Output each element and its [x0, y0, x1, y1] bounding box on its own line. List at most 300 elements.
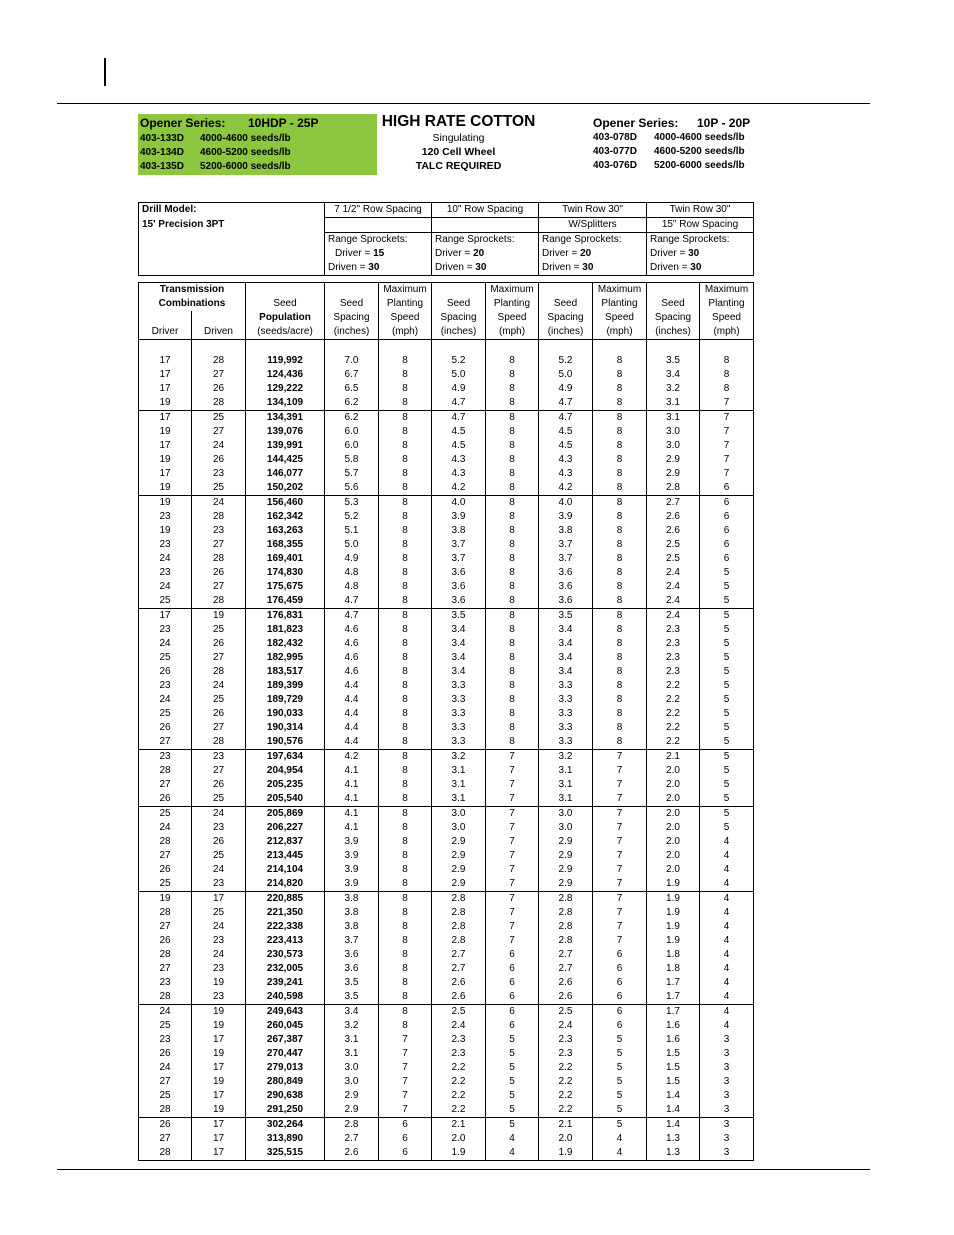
table-cell: 26	[139, 792, 192, 807]
table-row	[139, 609, 754, 624]
table-cell: 7	[379, 1033, 432, 1047]
table-row	[139, 354, 754, 368]
table-cell: 24	[139, 821, 192, 835]
table-cell: 17	[139, 439, 192, 453]
table-cell: 2.4	[647, 609, 700, 624]
table-cell: 8	[379, 764, 432, 778]
table-cell: 26	[139, 665, 192, 679]
col-sp-1c: (inches)	[325, 325, 379, 340]
table-cell: 3.0	[432, 807, 486, 822]
table-cell: 26	[139, 1047, 192, 1061]
col-sp-1a: Seed	[325, 297, 379, 311]
range-sprockets-4: Range Sprockets:	[647, 233, 754, 248]
table-cell: 4.7	[539, 396, 593, 411]
table-cell: 1.9	[647, 877, 700, 892]
opener-row: 403-078D 4000-4600 seeds/lb	[593, 132, 745, 143]
table-cell: 3.4	[647, 368, 700, 382]
table-cell: 19	[192, 609, 246, 624]
table-row	[139, 524, 754, 538]
spacing-title-1: 7 1/2" Row Spacing	[325, 203, 432, 218]
table-cell: 26	[192, 707, 246, 721]
table-cell: 26	[139, 863, 192, 877]
table-cell: 8	[486, 411, 539, 426]
table-cell: 3.4	[325, 1005, 379, 1020]
table-cell: 24	[139, 552, 192, 566]
col-max-2b: Planting	[486, 297, 539, 311]
table-row	[139, 439, 754, 453]
table-row	[139, 566, 754, 580]
table-cell: 205,235	[246, 778, 325, 792]
table-cell: 2.9	[325, 1089, 379, 1103]
table-cell: 174,830	[246, 566, 325, 580]
spacing-title-3: Twin Row 30"	[539, 203, 647, 218]
table-cell: 24	[192, 679, 246, 693]
table-cell: 7	[593, 764, 647, 778]
col-sp-3a: Seed	[539, 297, 593, 311]
table-cell: 6	[593, 962, 647, 976]
table-cell: 2.2	[539, 1061, 593, 1075]
table-cell: 5	[700, 665, 754, 679]
table-cell: 5	[486, 1089, 539, 1103]
table-cell: 4.7	[325, 609, 379, 624]
table-row	[139, 778, 754, 792]
table-cell: 8	[593, 453, 647, 467]
table-cell: 3.9	[325, 835, 379, 849]
table-cell: 3.3	[432, 679, 486, 693]
range-sprockets-2: Range Sprockets:	[432, 233, 539, 248]
table-cell: 23	[139, 623, 192, 637]
table-cell: 205,540	[246, 792, 325, 807]
table-cell: 8	[486, 665, 539, 679]
table-cell: 1.8	[647, 962, 700, 976]
table-cell: 7	[593, 877, 647, 892]
table-cell: 197,634	[246, 750, 325, 765]
table-cell: 17	[139, 368, 192, 382]
table-cell: 8	[379, 750, 432, 765]
table-row	[139, 863, 754, 877]
col-pop-b: Population	[246, 311, 325, 325]
table-cell: 4.5	[539, 439, 593, 453]
table-cell: 8	[486, 735, 539, 750]
table-cell: 28	[192, 552, 246, 566]
table-cell: 2.6	[432, 976, 486, 990]
table-cell: 2.5	[432, 1005, 486, 1020]
opener-row: 403-133D 4000-4600 seeds/lb	[140, 133, 291, 144]
table-cell: 260,045	[246, 1019, 325, 1033]
table-cell: 2.3	[647, 637, 700, 651]
table-cell: 23	[192, 877, 246, 892]
col-sp-3b: Spacing	[539, 311, 593, 325]
table-cell: 1.9	[432, 1146, 486, 1161]
table-cell: 2.2	[647, 707, 700, 721]
table-cell: 2.7	[325, 1132, 379, 1146]
table-cell: 3.0	[325, 1061, 379, 1075]
col-max-3b: Planting	[593, 297, 647, 311]
table-cell: 28	[192, 594, 246, 609]
table-cell: 4.9	[539, 382, 593, 396]
table-cell: 8	[379, 594, 432, 609]
table-cell: 2.9	[432, 835, 486, 849]
table-cell: 8	[379, 877, 432, 892]
table-cell: 6	[700, 552, 754, 566]
table-cell: 8	[379, 707, 432, 721]
table-cell: 6	[700, 510, 754, 524]
table-cell: 4.4	[325, 693, 379, 707]
table-cell: 2.0	[647, 849, 700, 863]
table-cell: 24	[192, 496, 246, 511]
table-cell: 6	[379, 1118, 432, 1133]
table-cell: 3.3	[539, 721, 593, 735]
table-row	[139, 920, 754, 934]
table-cell: 23	[139, 566, 192, 580]
table-row	[139, 1132, 754, 1146]
table-row	[139, 906, 754, 920]
table-cell: 8	[379, 425, 432, 439]
table-cell: 8	[593, 693, 647, 707]
col-sp-2a: Seed	[432, 297, 486, 311]
table-cell: 2.0	[647, 807, 700, 822]
table-cell: 232,005	[246, 962, 325, 976]
table-cell: 3	[700, 1047, 754, 1061]
table-cell: 2.2	[539, 1103, 593, 1118]
table-cell: 23	[192, 821, 246, 835]
table-cell: 3.1	[325, 1047, 379, 1061]
table-cell: 5	[486, 1103, 539, 1118]
table-cell: 8	[379, 481, 432, 496]
table-cell: 313,890	[246, 1132, 325, 1146]
drill-model-label: Drill Model:	[139, 203, 325, 218]
table-row	[139, 481, 754, 496]
table-cell: 7	[593, 750, 647, 765]
col-max-2c: Speed	[486, 311, 539, 325]
table-cell: 240,598	[246, 990, 325, 1005]
table-cell: 6	[486, 948, 539, 962]
table-cell: 6	[700, 538, 754, 552]
table-cell: 19	[192, 1005, 246, 1020]
table-cell: 2.0	[647, 778, 700, 792]
table-cell: 4	[700, 1019, 754, 1033]
table-cell: 4	[700, 863, 754, 877]
table-cell: 8	[379, 792, 432, 807]
table-cell: 7	[700, 467, 754, 481]
table-cell: 8	[379, 623, 432, 637]
table-cell: 2.9	[432, 877, 486, 892]
table-cell: 4	[700, 976, 754, 990]
table-row	[139, 510, 754, 524]
table-cell: 4	[700, 1005, 754, 1020]
table-cell: 7	[700, 425, 754, 439]
table-cell: 4	[700, 962, 754, 976]
table-row	[139, 892, 754, 907]
opener-series-value: 10HDP - 25P	[248, 116, 319, 130]
table-cell: 8	[486, 439, 539, 453]
table-cell: 7	[486, 778, 539, 792]
table-cell: 4.8	[325, 566, 379, 580]
table-row	[139, 948, 754, 962]
table-row	[139, 411, 754, 426]
table-row	[139, 453, 754, 467]
table-cell: 26	[192, 566, 246, 580]
table-cell: 5	[593, 1103, 647, 1118]
table-cell: 2.8	[647, 481, 700, 496]
table-cell: 2.0	[647, 792, 700, 807]
table-cell: 3.6	[539, 594, 593, 609]
table-cell: 24	[139, 693, 192, 707]
table-cell: 2.9	[539, 877, 593, 892]
table-cell: 7	[379, 1103, 432, 1118]
table-cell: 7	[486, 750, 539, 765]
table-cell: 2.2	[539, 1075, 593, 1089]
table-cell: 5	[700, 721, 754, 735]
table-cell: 4.7	[432, 396, 486, 411]
table-cell: 2.8	[432, 934, 486, 948]
table-cell: 24	[139, 1061, 192, 1075]
driver-4: Driver = 30	[647, 247, 754, 261]
table-cell: 2.9	[539, 835, 593, 849]
table-cell: 3.4	[432, 637, 486, 651]
table-cell: 6	[593, 990, 647, 1005]
table-cell: 3.8	[325, 906, 379, 920]
table-cell: 5.0	[539, 368, 593, 382]
table-cell: 26	[139, 721, 192, 735]
table-cell: 3.7	[432, 538, 486, 552]
opener-row: 403-076D 5200-6000 seeds/lb	[593, 160, 745, 171]
table-cell: 19	[139, 892, 192, 907]
table-cell: 3.1	[325, 1033, 379, 1047]
table-cell: 3.8	[325, 892, 379, 907]
table-cell: 23	[192, 934, 246, 948]
table-cell: 8	[379, 467, 432, 481]
table-cell: 4.6	[325, 637, 379, 651]
table-cell: 8	[379, 906, 432, 920]
table-cell: 28	[139, 1103, 192, 1118]
table-cell: 3.2	[432, 750, 486, 765]
table-cell: 8	[379, 609, 432, 624]
table-cell: 5	[700, 764, 754, 778]
table-cell: 25	[192, 792, 246, 807]
table-cell: 2.3	[432, 1033, 486, 1047]
table-row	[139, 580, 754, 594]
table-cell: 6.2	[325, 411, 379, 426]
opener-series-right-title: Opener Series: 10P - 20P	[593, 116, 751, 130]
table-cell: 6	[593, 1005, 647, 1020]
table-cell: 2.9	[647, 467, 700, 481]
table-cell: 1.5	[647, 1061, 700, 1075]
table-cell: 25	[192, 693, 246, 707]
table-cell: 17	[139, 609, 192, 624]
table-cell: 7	[486, 863, 539, 877]
table-cell: 6	[486, 976, 539, 990]
table-cell: 5.2	[325, 510, 379, 524]
table-cell: 3.9	[325, 849, 379, 863]
table-row	[139, 1005, 754, 1020]
table-cell: 25	[192, 849, 246, 863]
driver-3: Driver = 20	[539, 247, 647, 261]
table-cell: 3.8	[325, 920, 379, 934]
table-row	[139, 496, 754, 511]
table-cell: 8	[379, 835, 432, 849]
table-cell: 5	[700, 580, 754, 594]
table-cell: 213,445	[246, 849, 325, 863]
table-cell: 2.2	[432, 1061, 486, 1075]
table-cell: 1.9	[647, 934, 700, 948]
table-cell: 3.4	[432, 651, 486, 665]
table-cell: 1.7	[647, 976, 700, 990]
table-cell: 3.1	[647, 396, 700, 411]
table-cell: 17	[139, 411, 192, 426]
table-cell: 24	[139, 580, 192, 594]
table-cell: 4.7	[432, 411, 486, 426]
table-cell: 8	[379, 637, 432, 651]
table-row	[139, 396, 754, 411]
table-cell: 3.5	[432, 609, 486, 624]
table-cell: 28	[139, 764, 192, 778]
table-cell: 4	[700, 948, 754, 962]
table-cell: 4.3	[432, 453, 486, 467]
table-cell: 8	[486, 481, 539, 496]
table-row	[139, 538, 754, 552]
table-cell: 8	[486, 453, 539, 467]
col-max-4b: Planting	[700, 297, 754, 311]
table-cell: 8	[700, 354, 754, 368]
table-cell: 2.8	[432, 906, 486, 920]
table-cell: 8	[379, 962, 432, 976]
table-cell: 4.5	[539, 425, 593, 439]
table-cell: 8	[379, 948, 432, 962]
table-cell: 28	[192, 354, 246, 368]
table-cell: 1.5	[647, 1047, 700, 1061]
table-cell: 23	[139, 510, 192, 524]
col-pop-a: Seed	[246, 297, 325, 311]
table-cell: 5.2	[432, 354, 486, 368]
table-cell: 8	[593, 354, 647, 368]
table-cell: 4.6	[325, 623, 379, 637]
table-row	[139, 594, 754, 609]
drill-model-value: 15' Precision 3PT	[139, 218, 325, 233]
table-cell: 3.6	[432, 566, 486, 580]
table-cell: 5	[700, 623, 754, 637]
table-cell: 8	[379, 679, 432, 693]
table-cell: 7	[593, 807, 647, 822]
table-cell: 3.0	[325, 1075, 379, 1089]
table-cell: 3.3	[539, 707, 593, 721]
table-cell: 3.3	[539, 693, 593, 707]
table-cell: 7	[486, 877, 539, 892]
table-cell: 2.0	[647, 821, 700, 835]
table-cell: 4.0	[432, 496, 486, 511]
table-row	[139, 1019, 754, 1033]
table-cell: 4.9	[432, 382, 486, 396]
table-cell: 5	[700, 609, 754, 624]
table-cell: 1.5	[647, 1075, 700, 1089]
table-cell: 5	[593, 1033, 647, 1047]
table-cell: 8	[379, 439, 432, 453]
table-cell: 267,387	[246, 1033, 325, 1047]
table-cell: 205,869	[246, 807, 325, 822]
table-cell: 5	[700, 594, 754, 609]
table-cell: 2.8	[539, 906, 593, 920]
table-cell: 8	[379, 735, 432, 750]
table-cell: 2.7	[432, 948, 486, 962]
table-cell: 8	[486, 679, 539, 693]
table-cell: 8	[593, 679, 647, 693]
table-cell: 26	[192, 778, 246, 792]
table-cell: 4	[700, 892, 754, 907]
table-cell: 1.7	[647, 990, 700, 1005]
table-cell: 7	[593, 920, 647, 934]
col-max-4a: Maximum	[700, 283, 754, 298]
table-cell: 27	[192, 538, 246, 552]
bottom-rule	[57, 1169, 870, 1170]
spacing-subtitle-4: 15" Row Spacing	[647, 218, 754, 233]
table-cell: 221,350	[246, 906, 325, 920]
table-cell: 3.4	[539, 637, 593, 651]
table-cell: 8	[593, 580, 647, 594]
table-row	[139, 877, 754, 892]
col-max-1c: Speed	[379, 311, 432, 325]
table-cell: 4	[700, 849, 754, 863]
table-cell: 8	[486, 693, 539, 707]
table-cell: 156,460	[246, 496, 325, 511]
table-cell: 1.7	[647, 1005, 700, 1020]
table-cell: 26	[192, 835, 246, 849]
col-sp-2b: Spacing	[432, 311, 486, 325]
col-max-3c: Speed	[593, 311, 647, 325]
table-cell: 8	[379, 721, 432, 735]
table-cell: 17	[192, 1146, 246, 1161]
table-cell: 7	[593, 892, 647, 907]
table-cell: 25	[139, 1019, 192, 1033]
table-cell: 2.9	[539, 849, 593, 863]
table-cell: 214,820	[246, 877, 325, 892]
table-cell: 23	[192, 750, 246, 765]
table-cell: 25	[139, 651, 192, 665]
table-cell: 3	[700, 1075, 754, 1089]
table-cell: 3.1	[432, 792, 486, 807]
col-max-2d: (mph)	[486, 325, 539, 340]
table-cell: 3	[700, 1061, 754, 1075]
table-cell: 25	[139, 707, 192, 721]
table-cell: 7	[593, 863, 647, 877]
table-cell: 8	[379, 920, 432, 934]
table-cell: 3.9	[325, 863, 379, 877]
table-cell: 2.1	[539, 1118, 593, 1133]
table-cell: 146,077	[246, 467, 325, 481]
table-cell: 7	[593, 934, 647, 948]
table-cell: 5	[593, 1047, 647, 1061]
table-row	[139, 467, 754, 481]
table-cell: 8	[593, 496, 647, 511]
table-cell: 5	[700, 707, 754, 721]
table-cell: 176,459	[246, 594, 325, 609]
table-cell: 2.7	[539, 962, 593, 976]
table-row	[139, 750, 754, 765]
table-cell: 7	[379, 1047, 432, 1061]
table-cell: 134,109	[246, 396, 325, 411]
table-cell: 2.8	[432, 892, 486, 907]
table-cell: 4.1	[325, 792, 379, 807]
table-cell: 8	[593, 524, 647, 538]
col-max-1b: Planting	[379, 297, 432, 311]
table-cell: 5	[700, 651, 754, 665]
col-sp-3c: (inches)	[539, 325, 593, 340]
subtitle-singulating: Singulating	[432, 132, 485, 144]
table-cell: 2.8	[432, 920, 486, 934]
table-cell: 26	[192, 382, 246, 396]
table-row	[139, 792, 754, 807]
table-cell: 2.6	[647, 524, 700, 538]
table-cell: 3	[700, 1146, 754, 1161]
